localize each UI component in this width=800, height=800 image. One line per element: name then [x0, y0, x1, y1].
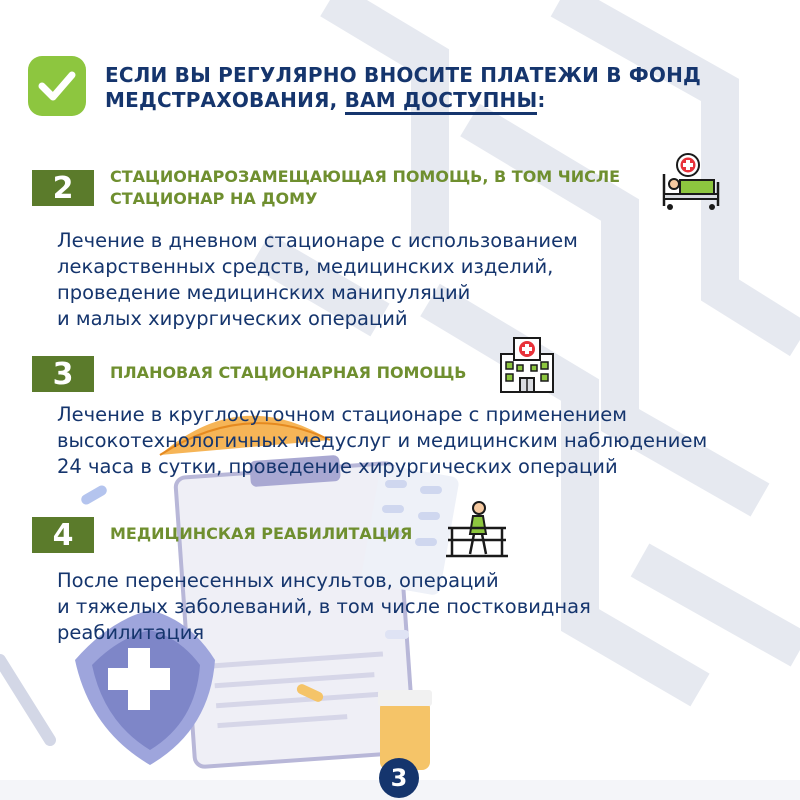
page-number-badge: 3 [379, 758, 419, 798]
section-description: Лечение в круглосуточном стационаре с применением высокотехнологичных медуслуг и медицинским наблюдением 24 часа в сутки, проведение хирургических операций [57, 403, 708, 478]
section-number-badge: 4 [32, 517, 94, 553]
section-title: МЕДИЦИНСКАЯ РЕАБИЛИТАЦИЯ [110, 524, 413, 543]
hospital-building-icon [497, 334, 557, 396]
checkmark-icon [37, 69, 77, 103]
title-line-1: ЕСЛИ ВЫ РЕГУЛЯРНО ВНОСИТЕ ПЛАТЕЖИ В ФОНД [105, 63, 702, 87]
hospital-bed-icon [660, 152, 722, 212]
section-title: СТАЦИОНАРОЗАМЕЩАЮЩАЯ ПОМОЩЬ, В ТОМ ЧИСЛЕ СТАЦИОНАР НА ДОМУ [110, 167, 621, 208]
title-line-2: МЕДСТРАХОВАНИЯ, ВАМ ДОСТУПНЫ: [105, 88, 745, 113]
section-description: Лечение в дневном стационаре с использованием лекарственных средств, медицинских изделий, проведение медицинских манипуляций и малых хирургических операций [57, 229, 578, 330]
checkmark-badge [28, 56, 86, 116]
section-title: ПЛАНОВАЯ СТАЦИОНАРНАЯ ПОМОЩЬ [110, 363, 467, 382]
page-title [105, 63, 745, 113]
section-description: После перенесенных инсультов, операций и тяжелых заболеваний, в том числе постковидная реабилитация [57, 569, 591, 644]
rehabilitation-icon [446, 500, 508, 558]
title-emphasis: ВАМ ДОСТУПНЫ [345, 88, 538, 115]
section-number-badge: 3 [32, 356, 94, 392]
section-number-badge: 2 [32, 170, 94, 206]
